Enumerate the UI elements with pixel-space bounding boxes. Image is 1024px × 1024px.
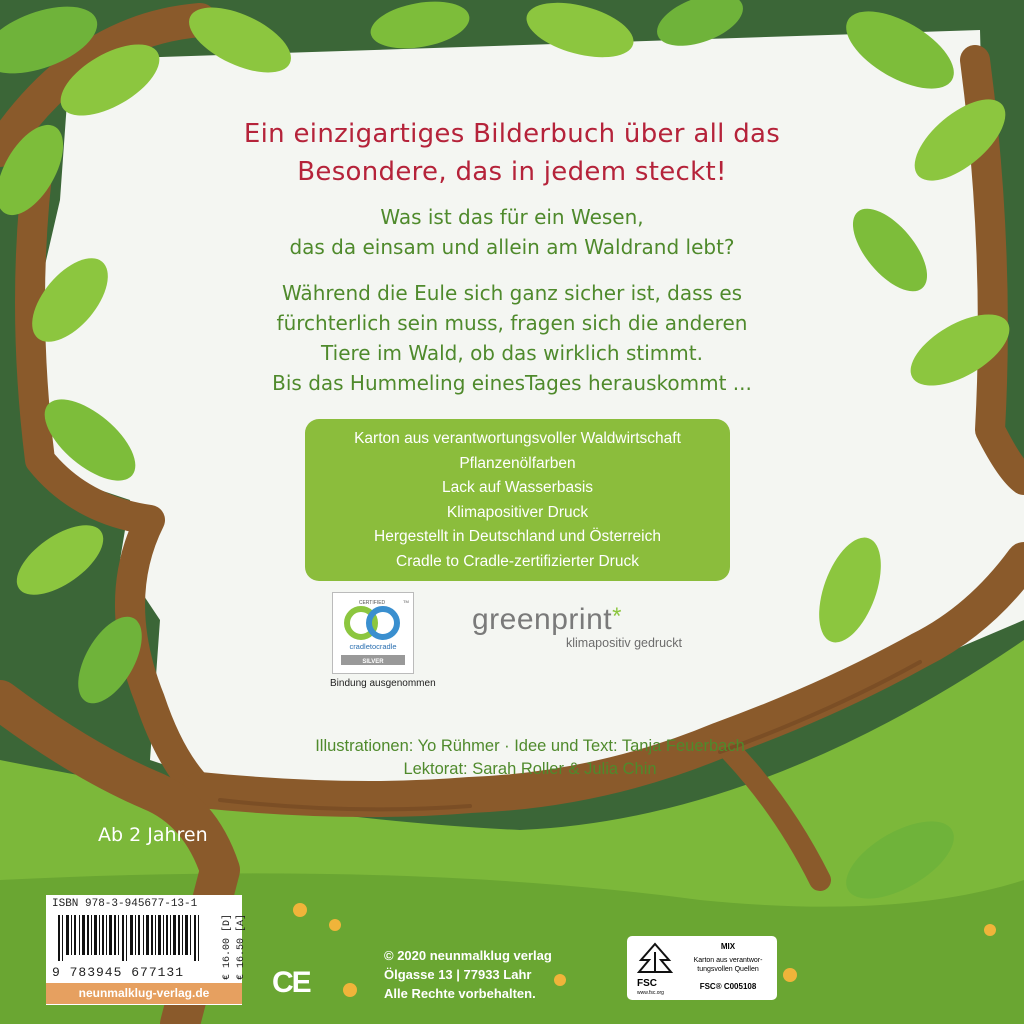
publisher-website: neunmalklug-verlag.de [46, 983, 242, 1004]
feature-item: Lack auf Wasserbasis [441, 479, 594, 496]
feature-item: Klimapositiver Druck [446, 503, 589, 521]
blurb-line: das da einsam und allein am Waldrand lebt? [289, 235, 735, 259]
greenprint-wordmark: greenprint [472, 603, 613, 636]
eco-features-box [305, 419, 730, 581]
fsc-text [683, 956, 773, 974]
fsc-code: FSC® C005108 [699, 982, 757, 991]
blurb-line: fürchterlich sein muss, fragen sich die anderen [276, 311, 748, 335]
cradle-to-cradle-logo [332, 592, 414, 674]
age-recommendation: Ab 2 Jahren [98, 824, 208, 846]
price-germany: € 16.00 [D] [222, 913, 233, 980]
greenprint-star: * [612, 603, 622, 630]
c2c-name-text: cradletocradle [349, 642, 397, 651]
feature-item: Karton aus verantwortungsvoller Waldwirtschaft [354, 430, 681, 447]
headline-line-1: Ein einzigartiges Bilderbuch über all das [243, 119, 781, 149]
greenprint-logo [472, 603, 622, 637]
fsc-mix: MIX [720, 942, 736, 951]
blurb-line: Was ist das für ein Wesen, [380, 205, 644, 229]
credits [250, 735, 810, 781]
feature-item: Hergestellt in Deutschland und Österreich [374, 528, 661, 545]
blurb-line: Bis das Hummeling einesTages herauskommt ... [272, 371, 752, 395]
fsc-text-line-1: Karton aus verantwor- [693, 957, 763, 964]
credits-line-1: Illustrationen: Yo Rühmer · Idee und Text: Tanja Feuerbach [315, 737, 745, 755]
barcode-digits: 9 783945 677131 [52, 965, 185, 980]
address-line: Ölgasse 13 | 77933 Lahr [384, 967, 532, 982]
c2c-certified-text: CERTIFIED [358, 600, 386, 606]
blurb-line: Tiere im Wald, ob das wirklich stimmt. [321, 341, 703, 365]
c2c-tm-text: TM [403, 599, 409, 604]
blurb-paragraph-2 [200, 278, 824, 398]
credits-line-2: Lektorat: Sarah Roller & Julia Chin [403, 760, 657, 778]
feature-item: Pflanzenölfarben [459, 454, 576, 472]
headline [200, 115, 824, 191]
fsc-text-line-2: tungsvollen Quellen [697, 966, 759, 973]
copyright-line: © 2020 neunmalklug verlag [384, 948, 552, 963]
isbn-label: ISBN 978-3-945677-13-1 [52, 898, 198, 910]
barcode-icon [58, 915, 208, 961]
greenprint-tagline: klimapositiv gedruckt [566, 636, 683, 650]
headline-line-2: Besondere, das in jedem steckt! [297, 157, 727, 187]
feature-item: Cradle to Cradle-zertifizierter Druck [396, 552, 639, 570]
price-austria: € 16.50 [A] [236, 913, 247, 980]
fsc-tree-icon [635, 942, 675, 976]
blurb-line: Während die Eule sich ganz sicher ist, dass es [281, 281, 743, 305]
c2c-level-text: SILVER [362, 659, 384, 665]
publisher-info [384, 946, 552, 1003]
ce-mark: CE [272, 966, 310, 999]
fsc-site: www.fsc.org [637, 990, 664, 996]
binding-note: Bindung ausgenommen [330, 678, 436, 689]
blurb-paragraph-1 [200, 202, 824, 262]
rights-line: Alle Rechte vorbehalten. [384, 986, 536, 1001]
fsc-label [627, 936, 777, 1000]
fsc-brand: FSC [637, 978, 657, 989]
